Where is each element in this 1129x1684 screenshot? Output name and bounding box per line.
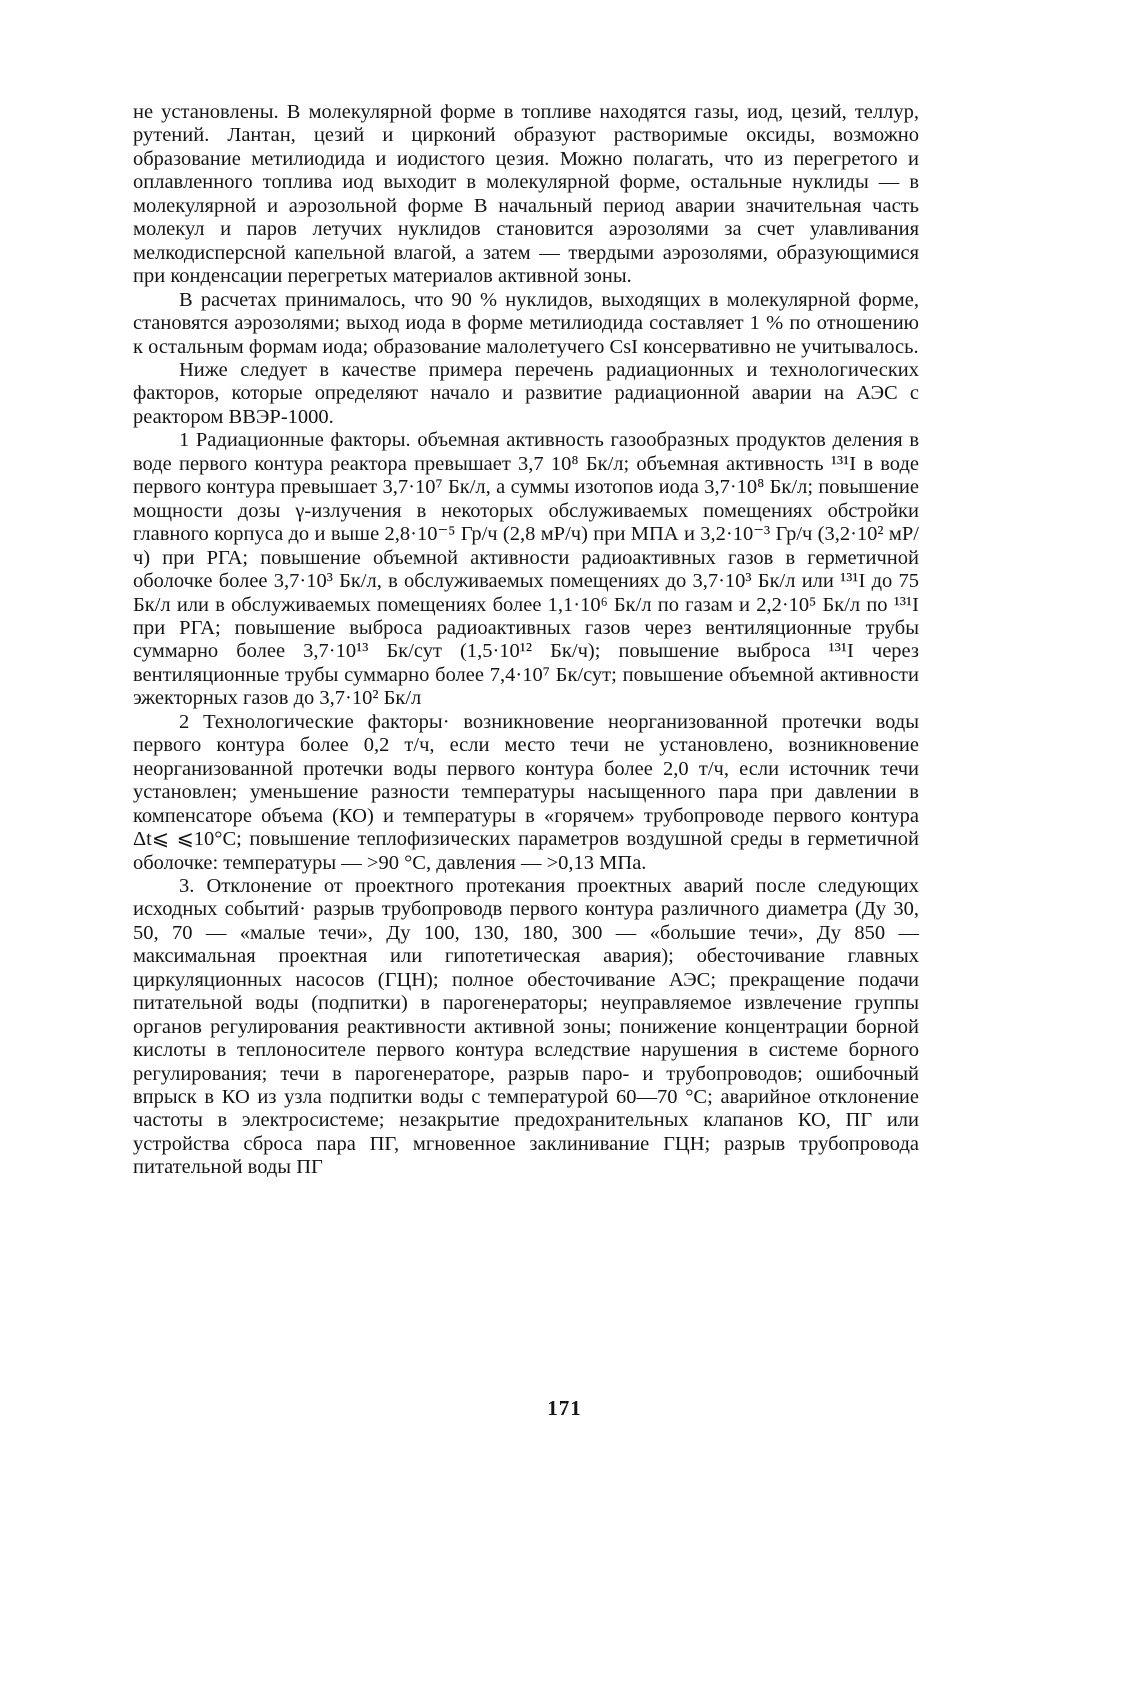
paragraph-calculation-assumptions: В расчетах принималось, что 90 % нуклидов, выходящих в молекулярной форме, становятся аэрозолями; выход иода в форме метилиодида составляет 1 % по отношению к остальным формам иода; образование малолетучего CsI консервативно не учитывалось. xyxy=(133,288,919,358)
paragraph-design-accident-deviation: 3. Отклонение от проектного протекания проектных аварий после следующих исходных событий· разрыв трубопроводв первого контура различного диаметра (Ду 30, 50, 70 — «малые течи», Ду 100, 130, 180, 300 — «большие течи», Ду 850 — максимальная проектная или гипотетическая авария); обесточивание главных циркуляционных насосов (ГЦН); полное обесточивание АЭС; прекращение подачи питательной воды (подпитки) в парогенераторы; неуправляемое извлечение группы органов регулирования реактивности активной зоны; понижение концентрации борной кислоты в теплоносителе первого контура вследствие нарушения в системе борного регулирования; течи в парогенераторе, разрыв паро- и трубопроводов; ошибочный впрыск в КО из узла подпитки воды с температурой 60—70 °С; аварийное отклонение частоты в электросистеме; незакрытие предохранительных клапанов КО, ПГ или устройства сброса пара ПГ, мгновенное заклинивание ГЦН; разрыв трубопровода питательной воды ПГ xyxy=(133,874,919,1179)
paragraph-continuation: не установлены. В молекулярной форме в топливе находятся газы, иод, цезий, теллур, рутений. Лантан, цезий и цирконий образуют растворимые оксиды, возможно образование метилиодида и иодистого цезия. Можно полагать, что из перегретого и оплавленного топлива иод выходит в молекулярной форме, остальные нуклиды — в молекулярной и аэрозольной форме В начальный период аварии значительная часть молекул и паров летучих нуклидов становится аэрозолями за счет улавливания мелкодисперсной капельной влагой, а затем — твердыми аэрозолями, образующимися при конденсации перегретых материалов активной зоны. xyxy=(133,101,919,288)
paragraph-factors-intro: Ниже следует в качестве примера перечень радиационных и технологических факторов, которые определяют начало и развитие радиационной аварии на АЭС с реактором ВВЭР-1000. xyxy=(133,358,919,428)
body-text xyxy=(133,101,919,1180)
page-number: 171 xyxy=(547,1396,582,1420)
paragraph-radiation-factors: 1 Радиационные факторы. объемная активность газообразных продуктов деления в воде первого контура реактора превышает 3,7 10⁸ Бк/л; объемная активность ¹³¹I в воде первого контура превышает 3,7·10⁷ Бк/л, а суммы изотопов иода 3,7·10⁸ Бк/л; повышение мощности дозы γ-излучения в некоторых обслуживаемых помещениях обстройки главного корпуса до и выше 2,8·10⁻⁵ Гр/ч (2,8 мР/ч) при МПА и 3,2·10⁻³ Гр/ч (3,2·10² мР/ч) при РГА; повышение объемной активности радиоактивных газов в герметичной оболочке более 3,7·10³ Бк/л, в обслуживаемых помещениях до 3,7·10³ Бк/л или ¹³¹I до 75 Бк/л или в обслуживаемых помещениях более 1,1·10⁶ Бк/л по газам и 2,2·10⁵ Бк/л по ¹³¹I при РГА; повышение выброса радиоактивных газов через вентиляционные трубы суммарно более 3,7·10¹³ Бк/сут (1,5·10¹² Бк/ч); повышение выброса ¹³¹I через вентиляционные трубы суммарно более 7,4·10⁷ Бк/сут; повышение объемной активности эжекторных газов до 3,7·10² Бк/л xyxy=(133,429,919,710)
paragraph-technological-factors: 2 Технологические факторы· возникновение неорганизованной протечки воды первого контура более 0,2 т/ч, если место течи не установлено, возникновение неорганизованной протечки воды первого контура более 2,0 т/ч, если источник течи установлен; уменьшение разности температуры насыщенного пара при давлении в компенсаторе объема (КО) и температуры в «горячем» трубопроводе первого контура Δt⩽ ⩽10°С; повышение теплофизических параметров воздушной среды в герметичной оболочке: температуры — >90 °С, давления — >0,13 МПа. xyxy=(133,710,919,874)
